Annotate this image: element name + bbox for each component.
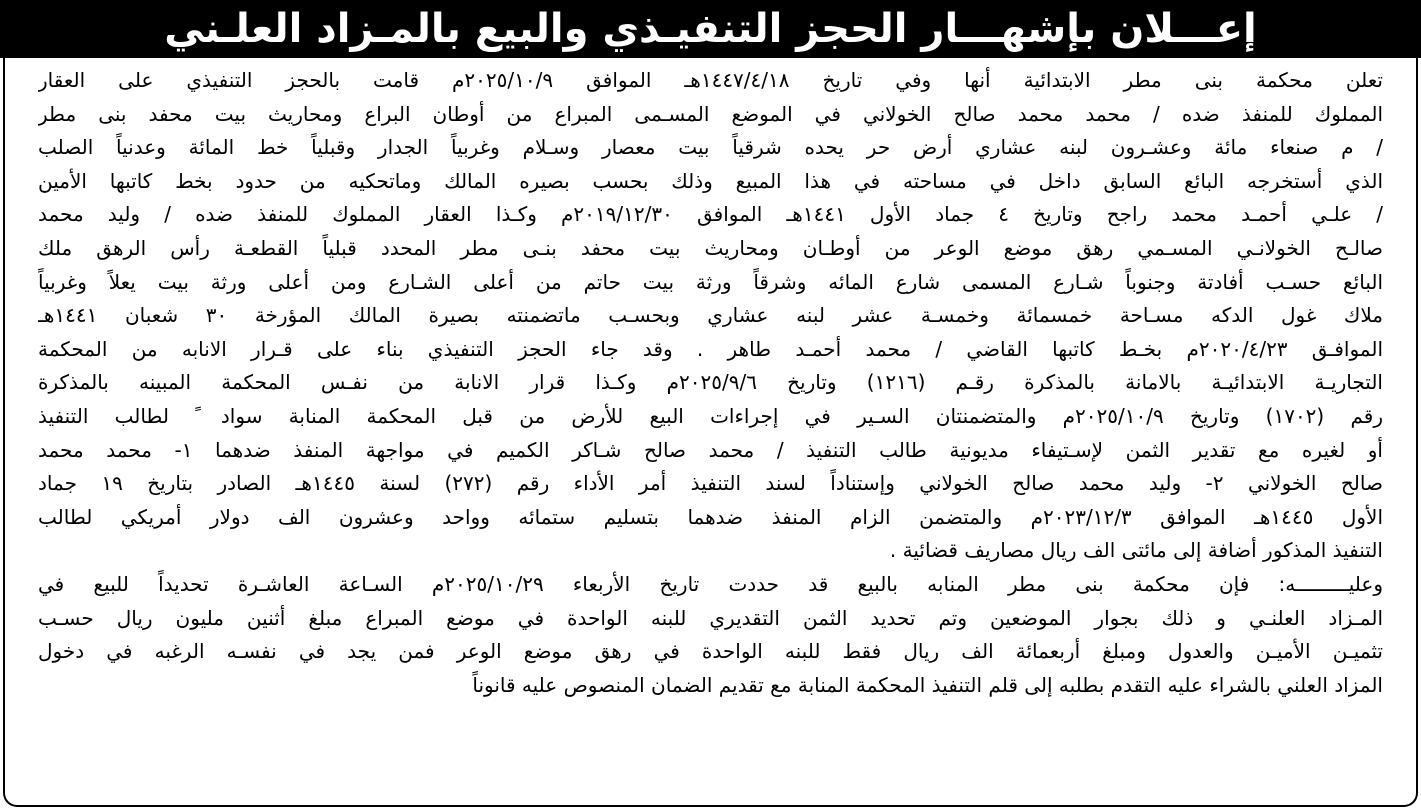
notice-line: تثميـن الأميـن والعدول ومبلغ أربعمائة الف ريال فقط للبنه الواحدة في رهق موضع الوعر فمن يجد في نفسـه الرغبه في دخول <box>38 639 1383 664</box>
notice-body <box>38 64 1383 702</box>
notice-line: / م صنعاء مائة وعشـرون لبنه عشاري أرض حر يحده شرقياً بيت معصار وسـلام وغربياً الجدار وقبلياً خط المائة وعدنياً الصلب <box>38 135 1383 160</box>
notice-line: المـزاد العلنـي و ذلك بجوار الموضعين وتم تحديد الثمن التقديري للبنه الواحدة في موضع المبراع مبلغ أثنين مليون ريال حسـب <box>38 605 1383 630</box>
notice-line: التنفيذ المذكور أضافة إلى مائتى الف ريال مصاريف قضائية . <box>889 538 1383 563</box>
notice-line: تعلن محكمة بنى مطر الابتدائية أنها وفي تاريخ ١٤٤٧/٤/١٨هـ الموافق ٢٠٢٥/١٠/٩م قامت بالحجز التنفيذي على العقار <box>38 68 1383 92</box>
notice-line: المملوك للمنفذ ضده / محمد محمد صالح الخولاني في الموضع المسـمى المبراع من أوطان البراع ومحاريث بيت محفد بنى مطر <box>38 101 1383 126</box>
title-banner <box>0 0 1421 58</box>
notice-line: أو لغيره مع تقدير الثمن لإسـتيفاء مديونية طالب التنفيذ / محمد صالح شـاكر الكميم في مواجهة المنفذ ضدهما ١- محمد محمد <box>38 437 1383 462</box>
notice-line: وعليـــــــــه: فإن محكمة بنى مطر المنابه بالبيع قد حددت تاريخ الأربعاء ٢٠٢٥/١٠/٢٩م السـاعة العاشـرة تحديداً للبيع في <box>38 571 1383 596</box>
notice-line: / علـي أحمـد محمد راجح وتاريخ ٤ جماد الأول ١٤٤١هـ الموافق ٢٠١٩/١٢/٣٠م وكـذا العقار المملوك للمنفذ ضده / وليد محمد <box>38 202 1383 227</box>
notice-line: الذي أستخرجه البائع السابق داخل في مساحته في هذا المبيع وذلك بحسب بصيره المالك وماتحكيه من حدود بخط كاتبها الأمين <box>38 168 1383 193</box>
notice-line: صالـح الخولانـي المسـمي رهق موضع الوعر من أوطـان ومحاريث بيت محفد بنـى مطر المحدد قبلياً القطعـة رأس الرهق ملك <box>38 235 1383 260</box>
notice-line: صالح الخولاني ٢- وليد محمد صالح الخولاني وإستناداً لسند التنفيذ أمر الأداء رقم (٢٧٢) لسنة ١٤٤٥هـ الصادر بتاريخ ١٩ جماد <box>38 471 1383 496</box>
notice-line: رقم (١٧٠٢) وتاريخ ٢٠٢٥/١٠/٩م والمتضمنتان السـير في إجراءات البيع للأرض من قبل المحكمة المنابة سواد ً لطالب التنفيذ <box>38 403 1383 428</box>
notice-line: التجاريـة الابتدائيـة بالامانة بالمذكرة رقـم (١٢١٦) وتاريخ ٢٠٢٥/٩/٦م وكـذا قرار الانابة من نفـس المحكمة المبينه بالمذكرة <box>38 370 1383 395</box>
notice-title: إعـــلان بإشهـــار الحجز التنفيـذي والبيع بالمـزاد العلـني <box>164 6 1257 52</box>
notice-line: المزاد العلني بالشراء عليه التقدم بطلبه إلى قلم التنفيذ المحكمة المنابة مع تقديم الضمان المنصوص عليه قانوناً <box>472 672 1383 697</box>
notice-line: ملاك غول الدكه مسـاحة خمسمائة وخمسـة عشر لبنه عشاري وبحسـب ماتضمنته بصيرة المالك المؤرخة ٣٠ شعبان ١٤٤١هـ <box>38 303 1383 328</box>
notice-line: الموافـق ٢٠٢٠/٤/٢٣م بخـط كاتبها القاضي / محمد أحمـد طاهر . وقد جاء الحجز التنفيذي بناء على قـرار الانابه من المحكمة <box>38 336 1383 361</box>
notice-line: البائع حسـب أفادتة وجنوباً شـارع المسمى شارع المائه وشرقاً ورثة بيت حاتم من أعلى الشـارع ومن أعلى ورثة بيت يعلاً وغربياً <box>38 269 1383 294</box>
notice-line: الأول ١٤٤٥هـ الموافق ٢٠٢٣/١٢/٣م والمتضمن الزام المنفذ ضدهما بتسليم ستمائه وواحد وعشرون الف دولار أمريكي لطالب <box>38 504 1383 529</box>
